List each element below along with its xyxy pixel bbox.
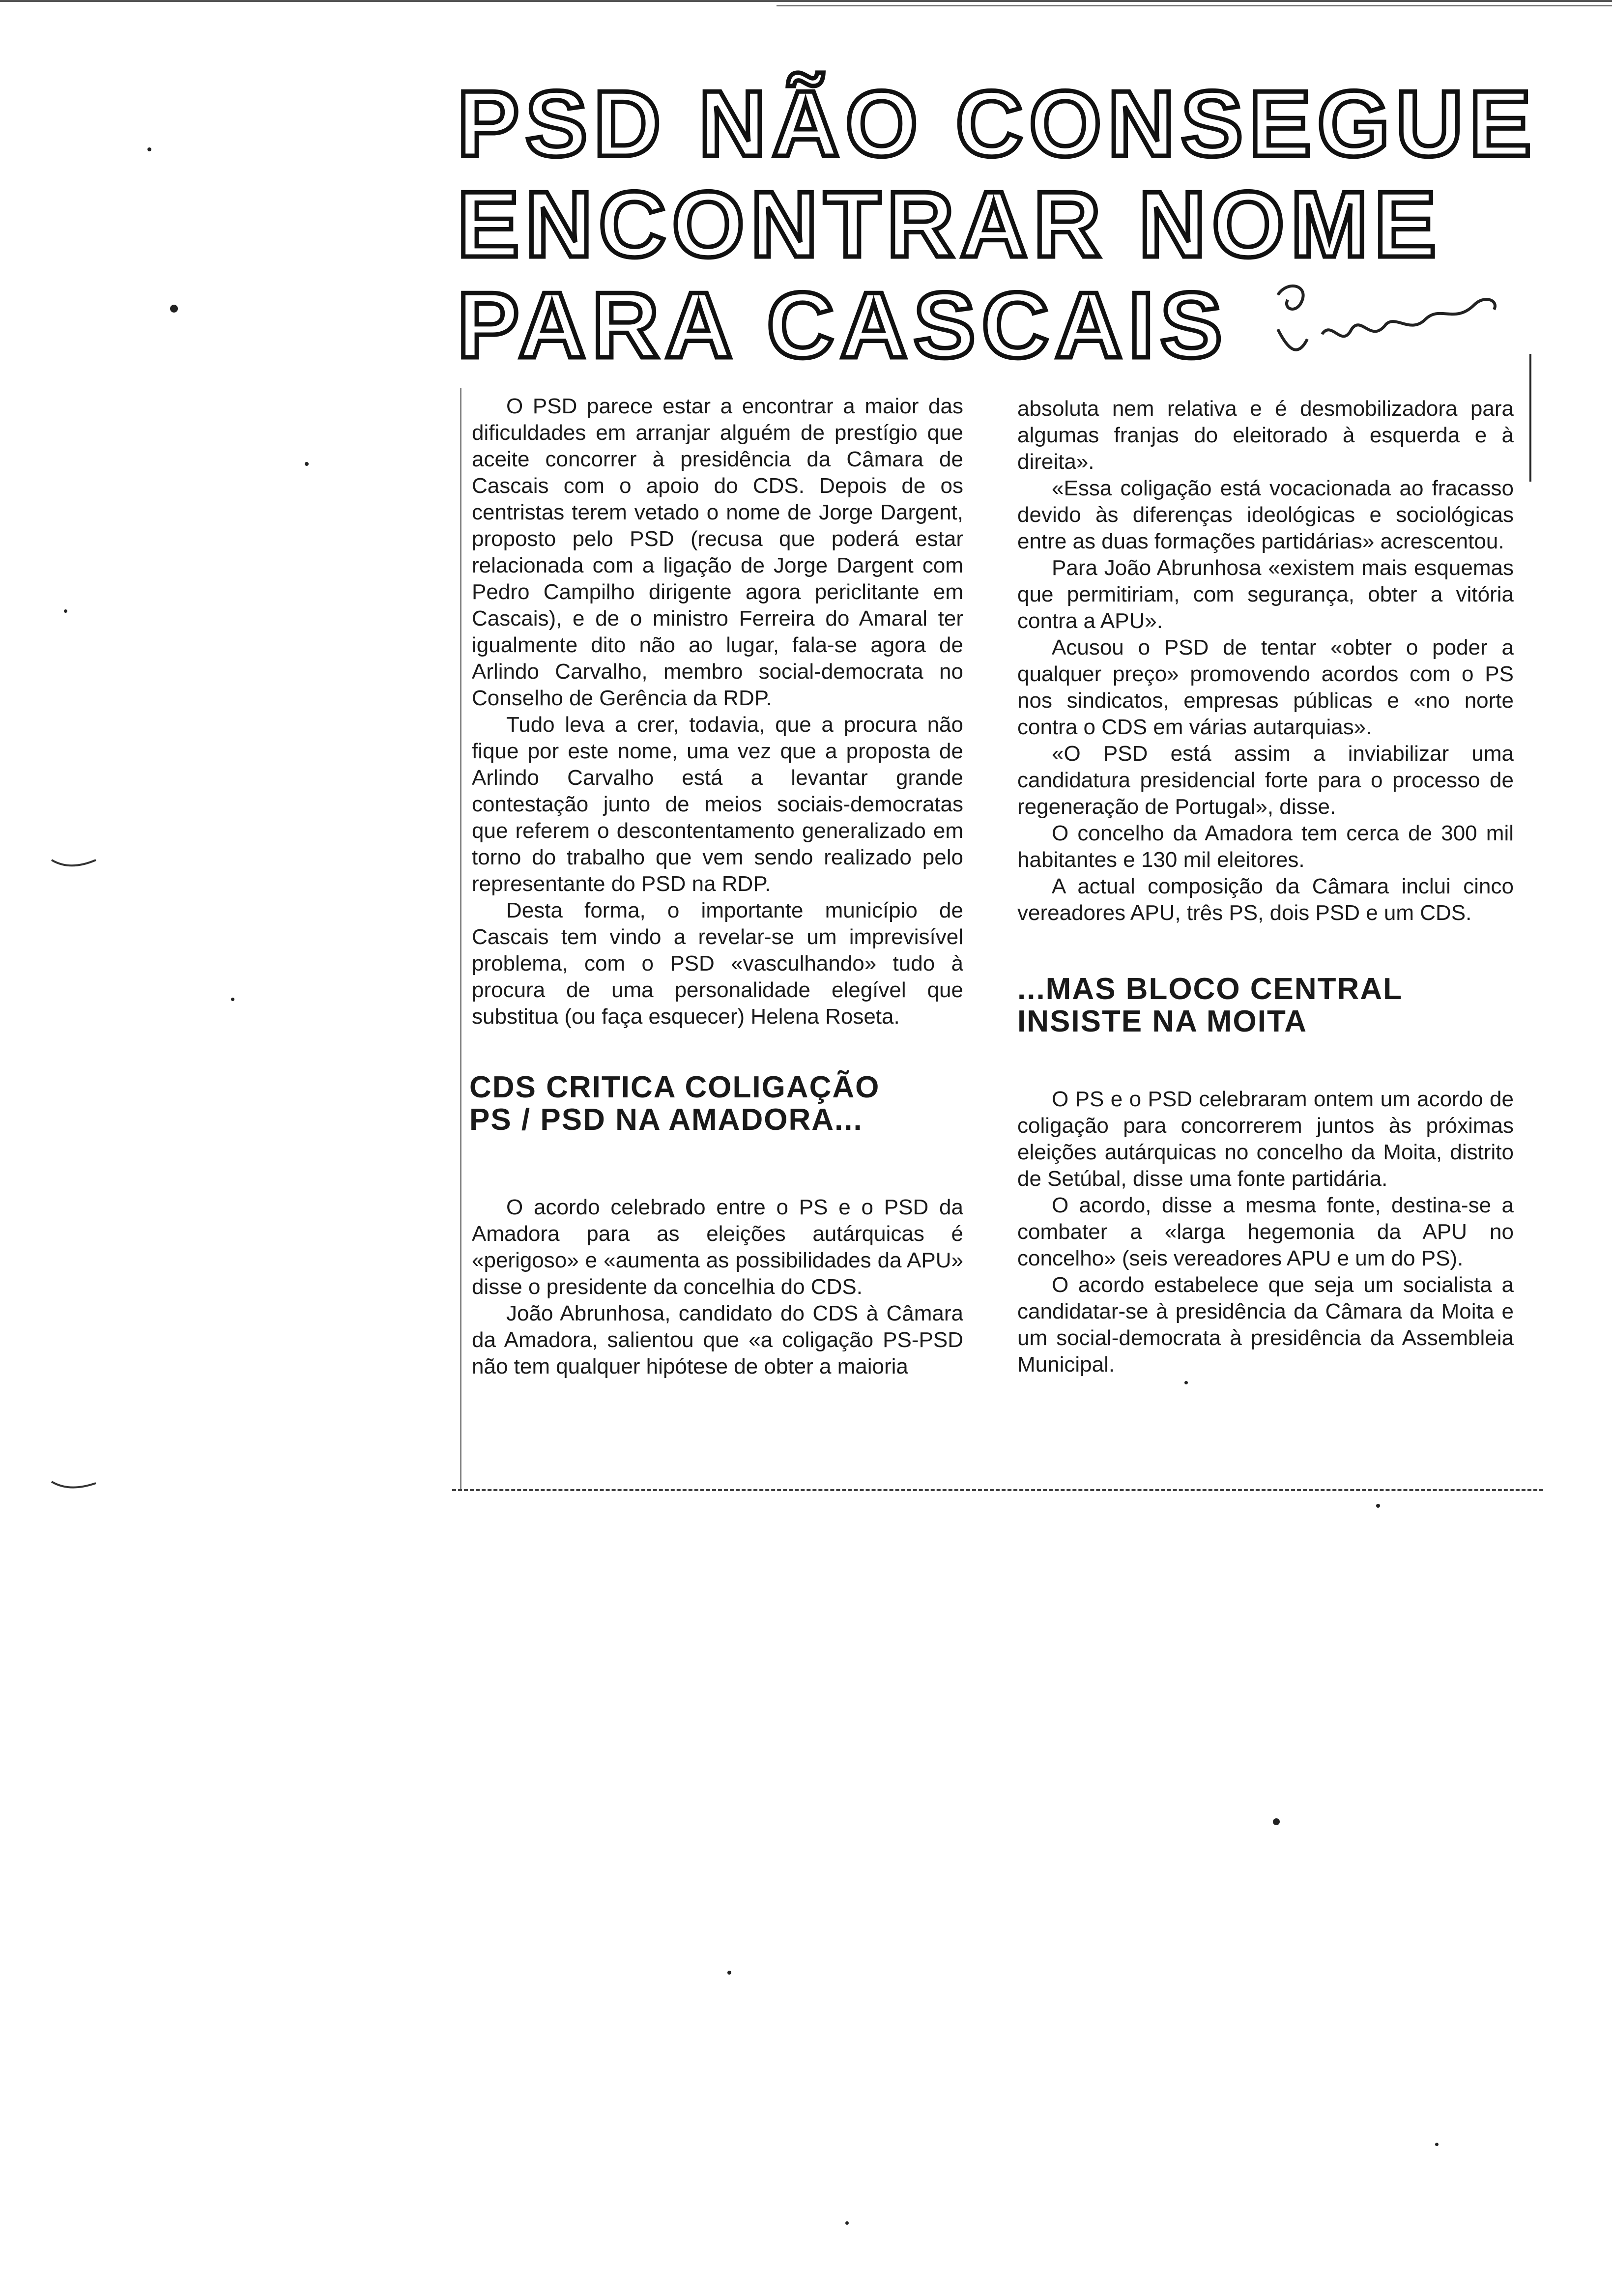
paragraph: João Abrunhosa, candidato do CDS à Câmara da Amadora, salientou que «a coligação PS-PSD não tem qualquer hipótese de obter a maioria bbox=[472, 1301, 963, 1378]
scan-speck bbox=[727, 1971, 731, 1975]
scan-speck bbox=[1435, 2143, 1439, 2146]
clipping-right-edge bbox=[1529, 354, 1531, 482]
scan-speck bbox=[64, 609, 67, 613]
paragraph: Acusou o PSD de tentar «obter o poder a qualquer preço» promovendo acordos com o PS nos sindicatos, empresas públicas e «no norte contra o CDS em várias autarquias». bbox=[1017, 635, 1514, 739]
paragraph: «O PSD está assim a inviabilizar uma candidatura presidencial forte para o processo de regeneração de Portugal», disse. bbox=[1017, 742, 1514, 819]
subhead-cds-critica: CDS CRITICA COLIGAÇÃO PS / PSD NA AMADORA... bbox=[469, 1070, 880, 1137]
headline-line-3: PARA CASCAIS bbox=[457, 273, 1229, 377]
scan-top-edge-2 bbox=[777, 5, 1612, 6]
paragraph: Para João Abrunhosa «existem mais esquemas que permitiriam, com segurança, obter a vitória contra a APU». bbox=[1017, 556, 1514, 633]
paragraph: O concelho da Amadora tem cerca de 300 mil habitantes e 130 mil eleitores. bbox=[1017, 821, 1514, 872]
paragraph: O PSD parece estar a encontrar a maior das dificuldades em arranjar alguém de prestígio que aceite concorrer à presidência da Câmara de Cascais com o apoio do CDS. Depois de os centristas terem vetado o nome de Jorge Dargent, proposto pelo PSD (recusa que poderá estar relacionada com a ligação de Jorge Dargent com Pedro Campilho dirigente agora periclitante em Cascais), e de o ministro Ferreira do Amaral ter igualmente dito não ao lugar, fala-se agora de Arlindo Carvalho, membro social-democrata no Conselho de Gerência da RDP. bbox=[472, 394, 963, 710]
paragraph: O acordo celebrado entre o PS e o PSD da Amadora para as eleições autárquicas é «perigoso» e «aumenta as possibilidades da APU» disse o presidente da concelhia do CDS. bbox=[472, 1195, 963, 1299]
paragraph: A actual composição da Câmara inclui cinco vereadores APU, três PS, dois PSD e um CDS. bbox=[1017, 874, 1514, 925]
scan-mark bbox=[49, 1474, 98, 1494]
subhead-bloco-central: ...MAS BLOCO CENTRAL INSISTE NA MOITA bbox=[1017, 972, 1402, 1038]
scan-mark bbox=[49, 850, 98, 870]
scan-speck bbox=[1376, 1504, 1380, 1508]
paragraph: absoluta nem relativa e é desmobilizadora para algumas franjas do eleitorado à esquerda e à direita». bbox=[1017, 397, 1514, 474]
paragraph: «Essa coligação está vocacionada ao fracasso devido às diferenças ideológicas e sociológicas entre as duas formações partidárias» acrescentou. bbox=[1017, 476, 1514, 553]
scan-speck bbox=[231, 998, 234, 1001]
article-column-2 bbox=[1017, 396, 1514, 926]
scan-top-edge bbox=[0, 0, 1612, 2]
headline-line-2: ENCONTRAR NOME bbox=[457, 172, 1442, 277]
paragraph: Desta forma, o importante município de Cascais tem vindo a revelar-se um imprevisível problema, com o PSD «vasculhando» tudo à procura de uma personalidade elegível que substitua (ou faça esquecer) Helena Roseta. bbox=[472, 898, 963, 1029]
paragraph: O PS e o PSD celebraram ontem um acordo de coligação para concorrerem juntos às próximas eleições autárquicas no concelho da Moita, distrito de Setúbal, disse uma fonte partidária. bbox=[1017, 1087, 1514, 1191]
headline-line-1: PSD NÃO CONSEGUE bbox=[457, 72, 1537, 176]
paragraph: O acordo estabelece que seja um socialista a candidatar-se à presidência da Câmara da Moita e um social-democrata à presidência da Assembleia Municipal. bbox=[1017, 1273, 1514, 1377]
scan-speck bbox=[1273, 1818, 1280, 1825]
article-column-1 bbox=[472, 393, 963, 1030]
clipping-bottom-edge bbox=[452, 1489, 1543, 1491]
paragraph: O acordo, disse a mesma fonte, destina-se a combater a «larga hegemonia da APU no concelho» (seis vereadores APU e um do PS). bbox=[1017, 1193, 1514, 1270]
scan-speck bbox=[170, 305, 178, 313]
article-column-2b bbox=[1017, 1086, 1514, 1378]
scan-speck bbox=[1184, 1381, 1188, 1384]
article-column-1b bbox=[472, 1194, 963, 1380]
scan-speck bbox=[305, 462, 309, 466]
paragraph: Tudo leva a crer, todavia, que a procura não fique por este nome, uma vez que a proposta de Arlindo Carvalho está a levantar grande contestação junto de meios sociais-democratas que referem o descontentamento generalizado em torno do trabalho que vem sendo realizado pelo representante do PSD na RDP. bbox=[472, 713, 963, 896]
scan-speck bbox=[845, 2221, 849, 2225]
clipping-left-edge bbox=[460, 388, 461, 1489]
scan-speck bbox=[147, 147, 151, 151]
handwritten-signature-icon bbox=[1268, 275, 1504, 373]
